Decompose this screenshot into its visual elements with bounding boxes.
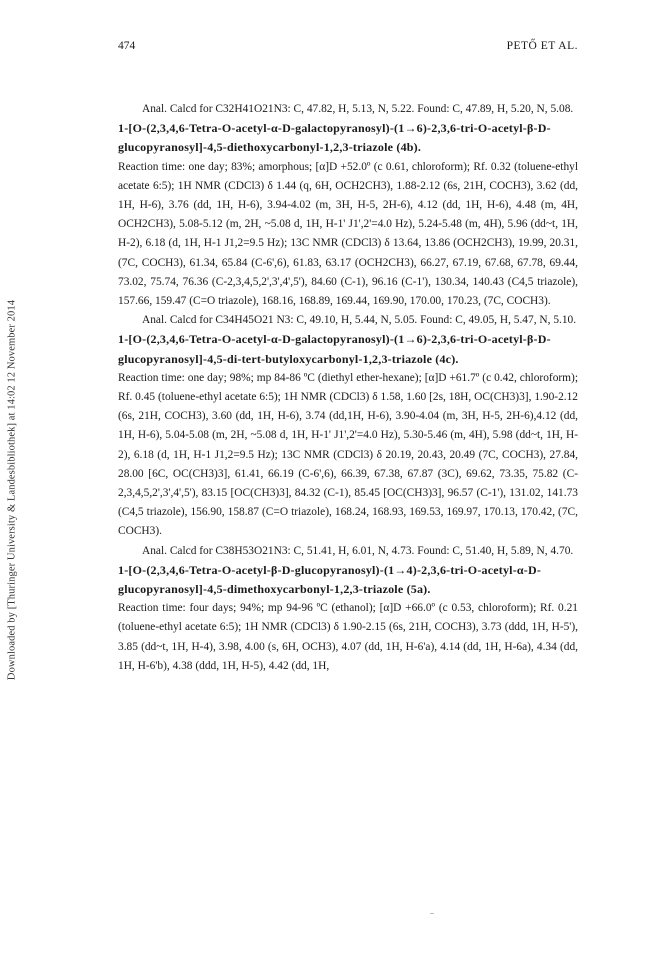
compound-title-5a: 1-[O-(2,3,4,6-Tetra-O-acetyl-β-D-glucopyranosyl)-(1→4)-2,3,6-tri-O-acetyl-α-D-glucopyranosyl]-4,5-dimethoxycarbonyl-1,2,3-triazole (5a). xyxy=(118,562,542,597)
compound-data-5a: Reaction time: four days; 94%; mp 94-96 ºC (ethanol); [α]D +66.0º (c 0.53, chloroform); Rf. 0.21 (toluene-ethyl acetate 6:5); 1H NMR (CDCl3) δ 1.90-2.15 (6s, 21H, COCH3), 3.73 (ddd, 1H, H-5'), 3.85 (dd~t, 1H, H-4), 3.98, 4.00 (s, 6H, OCH3), 4.07 (dd, 1H, H-6'a), 4.14 (dd, 1H, H-6a), 4.34 (dd, 1H, H-6'b), 4.38 (ddd, 1H, H-5), 4.42 (dd, 1H, xyxy=(118,602,578,672)
anal-4b: Anal. Calcd for C34H45O21 N3: C, 49.10, H, 5.44, N, 5.05. Found: C, 49.05, H, 5.47, N, 5.10. xyxy=(142,314,577,327)
article-body xyxy=(118,100,578,676)
page-number: 474 xyxy=(118,40,136,52)
compound-title-4b: 1-[O-(2,3,4,6-Tetra-O-acetyl-α-D-galactopyranosyl)-(1→6)-2,3,6-tri-O-acetyl-β-D-glucopyranosyl]-4,5-diethoxycarbonyl-1,2,3-triazole (4b). xyxy=(118,121,551,155)
page-header xyxy=(118,40,578,60)
print-mark xyxy=(430,913,434,914)
download-note: Downloaded by [Thuringer University & Landesbibliothek] at 14:02 12 November 2014 xyxy=(6,299,18,681)
compound-data-4c: Reaction time: one day; 98%; mp 84-86 ºC (diethyl ether-hexane); [α]D +61.7º (c 0.42, chloroform); Rf. 0.45 (toluene-ethyl acetate 6:5); 1H NMR (CDCl3) δ 1.58, 1.60 [2s, 18H, OC(CH3)3], 1.90-2.12 (6s, 21H, COCH3), 3.60 (dd, 1H, H-6), 3.74 (dd,1H, H-6), 3.90-4.04 (m, 3H, H-5, 2H-6),4.12 (dd, 1H, H-6), 5.04-5.08 (m, 2H, ~5.08 d, 1H, H-1' J1',2'=4.0 Hz), 5.30-5.46 (m, 4H), 5.98 (dd~t, 1H, H-2), 6.18 (d, 1H, H-1 J1,2=9.5 Hz); 13C NMR (CDCl3) δ 20.19, 20.43, 20.49 (7C, COCH3), 27.84, 28.00 [6C, OC(CH3)3], 61.41, 66.19 (C-6',6), 66.39, 67.38, 67.87 (3C), 69.62, 73.35, 75.82 (C-2,3,4,5,2',3',4',5'), 83.15 [OC(CH3)3], 84.32 (C-1), 85.45 [OC(CH3)3], 96.57 (C-1'), 131.02, 141.73 (C4,5 triazole), 156.90, 158.87 (C=O triazole), 168.24, 168.93, 169.53, 169.97, 170.13, 170.42, (7C, COCH3). xyxy=(118,371,578,538)
compound-title-4c: 1-[O-(2,3,4,6-Tetra-O-acetyl-α-D-galactopyranosyl)-(1→6)-2,3,6-tri-O-acetyl-β-D-glucopyranosyl]-4,5-di-tert-butyloxycarbonyl-1,2,3-triazole (4c). xyxy=(118,332,551,366)
running-head: PETŐ ET AL. xyxy=(506,40,578,52)
anal-4c: Anal. Calcd for C38H53O21N3: C, 51.41, H, 6.01, N, 4.73. Found: C, 51.40, H, 5.89, N, 4.70. xyxy=(142,544,574,557)
compound-data-4b: Reaction time: one day; 83%; amorphous; [α]D +52.0º (c 0.61, chloroform); Rf. 0.32 (toluene-ethyl acetate 6:5); 1H NMR (CDCl3) δ 1.44 (q, 6H, OCH2CH3), 1.88-2.12 (6s, 21H, COCH3), 3.62 (dd, 1H, H-6), 3.76 (dd, 1H, H-6), 3.94-4.02 (m, 3H, H-5, 2H-6), 4.12 (dd, 1H, H-6), 4.48 (m, 4H, OCH2CH3), 5.08-5.12 (m, 2H, ~5.08 d, 1H, H-1' J1',2'=4.0 Hz), 5.24-5.48 (m, 4H), 5.96 (dd~t, 1H, H-2), 6.18 (d, 1H, H-1 J1,2=9.5 Hz); 13C NMR (CDCl3) δ 13.64, 13.86 (OCH2CH3), 19.99, 20.31, (7C, COCH3), 61.34, 65.84 (C-6',6), 61.83, 63.17 (OCH2CH3), 66.27, 67.19, 67.68, 67.78, 69.44, 73.02, 75.74, 76.36 (C-2,3,4,5,2',3',4',5'), 84.60 (C-1), 96.16 (C-1'), 130.34, 140.43 (C4,5 triazole), 157.66, 159.47 (C=O triazole), 168.16, 168.89, 169.44, 169.90, 170.00, 170.23, (7C, COCH3). xyxy=(118,160,578,308)
download-sidebar xyxy=(0,200,24,780)
anal-4a: Anal. Calcd for C32H41O21N3: C, 47.82, H, 5.13, N, 5.22. Found: C, 47.89, H, 5.20, N, 5.08. xyxy=(142,103,574,115)
